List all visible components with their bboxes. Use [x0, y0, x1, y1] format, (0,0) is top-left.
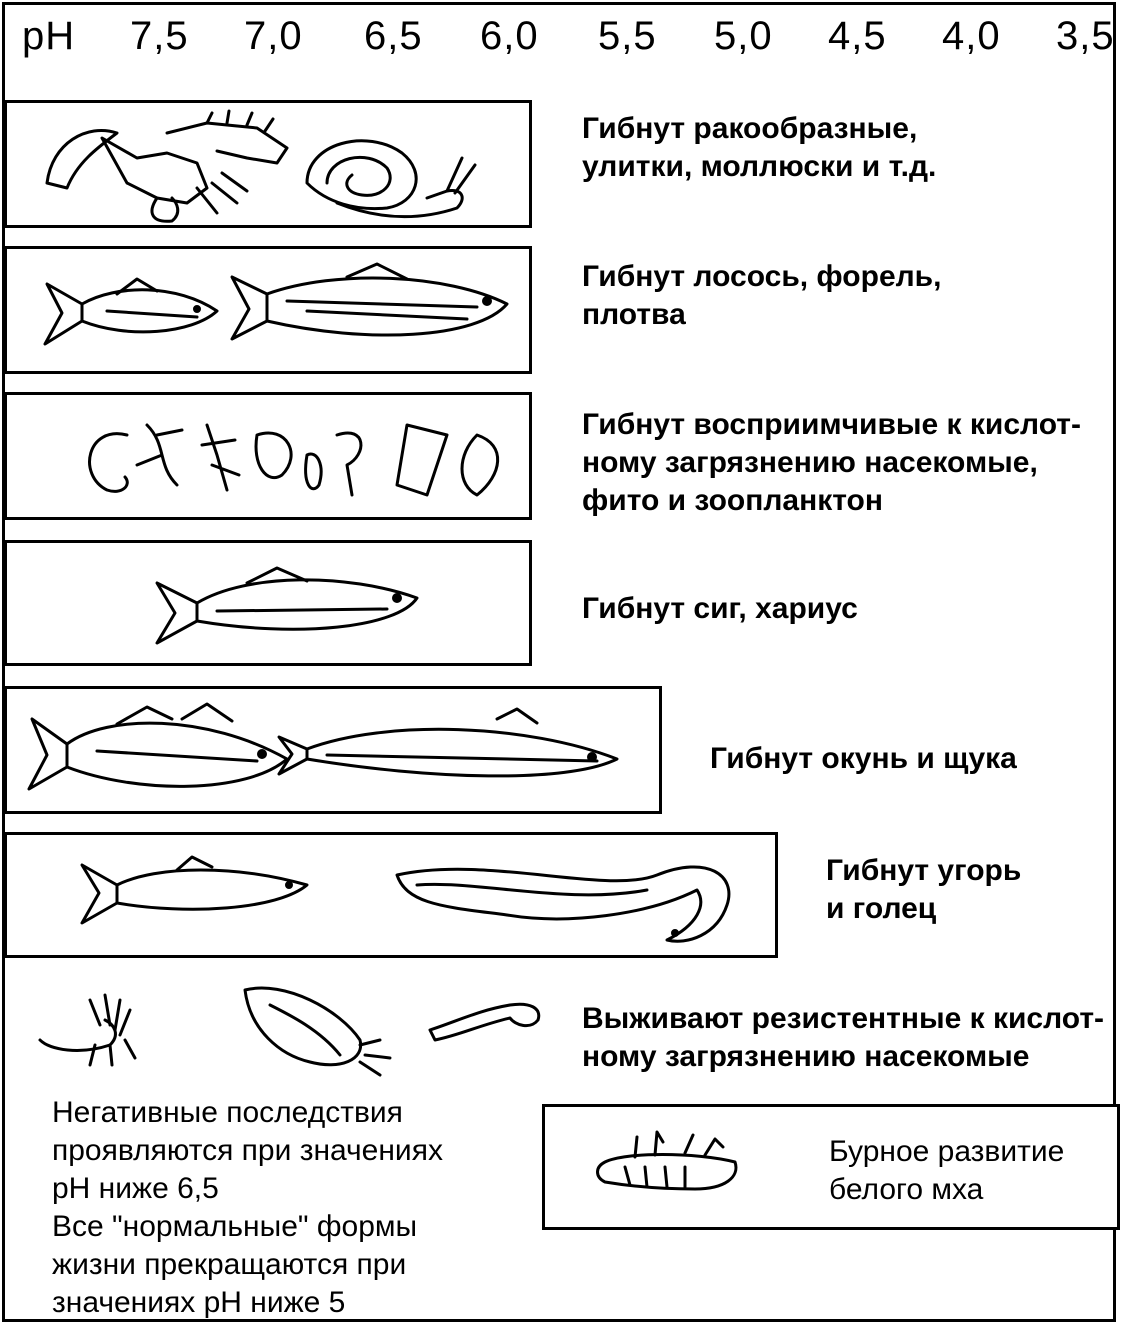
salmon-fish-icon	[7, 249, 535, 377]
caption-line: Гибнут сиг, хариус	[582, 592, 858, 625]
caption-line: Гибнут окунь и щука	[710, 742, 1017, 775]
row-bar-plankton	[4, 392, 532, 520]
note-line: Все "нормальные" формы	[52, 1210, 418, 1243]
row-bar-eel-char	[4, 832, 778, 958]
perch-fish-icon	[7, 689, 665, 817]
ph-tick: 6,0	[480, 14, 539, 58]
caption-resistant-insects	[582, 1000, 1104, 1076]
note-line: проявляются при значениях	[52, 1134, 443, 1167]
ph-tick: 6,5	[364, 14, 423, 58]
note-line: значениях pH ниже 5	[52, 1286, 346, 1319]
caption-line: Гибнут угорь	[826, 854, 1022, 887]
moss-box	[542, 1104, 1120, 1230]
caption-line: Гибнут ракообразные,	[582, 112, 918, 145]
ph-tick: 7,5	[130, 14, 189, 58]
caption-line: Выживают резистентные к кислот-	[582, 1002, 1105, 1035]
note-line: pH ниже 6,5	[52, 1172, 219, 1205]
ph-tick: 7,0	[244, 14, 303, 58]
caption-line: Гибнут лосось, форель,	[582, 260, 942, 293]
caption-plankton	[582, 406, 1081, 520]
note-line: жизни прекращаются при	[52, 1248, 407, 1281]
caption-line: улитки, моллюски и т.д.	[582, 150, 937, 183]
eel-icon	[7, 835, 781, 961]
caption-line: фито и зоопланктон	[582, 484, 883, 517]
ph-tick: 5,0	[714, 14, 773, 58]
caption-crustaceans	[582, 110, 936, 186]
ph-tick: 3,5	[1056, 14, 1115, 58]
caption-eel-char	[826, 852, 1021, 928]
ph-tick: 5,5	[598, 14, 657, 58]
row-bar-crustaceans	[4, 100, 532, 228]
note-line: Негативные последствия	[52, 1096, 403, 1129]
row-bar-salmon	[4, 246, 532, 374]
ph-tick: 4,5	[828, 14, 887, 58]
resistant-insects-icon	[10, 970, 570, 1090]
crayfish-icon	[7, 103, 535, 231]
row-bar-perch-pike	[4, 686, 662, 814]
whitefish-icon	[7, 543, 535, 669]
caption-line: ному загрязнению насекомые,	[582, 446, 1038, 479]
ph-tick: 4,0	[942, 14, 1001, 58]
note-text	[52, 1094, 443, 1322]
caption-line: плотва	[582, 298, 686, 331]
caption-whitefish	[582, 590, 858, 628]
caption-line: Бурное развитие	[829, 1135, 1065, 1168]
caption-salmon	[582, 258, 941, 334]
caption-line: белого мха	[829, 1173, 984, 1206]
plankton-icon	[7, 395, 535, 523]
caption-perch-pike	[710, 740, 1017, 778]
caption-line: и голец	[826, 892, 937, 925]
ph-scale	[22, 14, 1122, 74]
caption-line: Гибнут восприимчивые к кислот-	[582, 408, 1081, 441]
caption-moss	[829, 1133, 1064, 1209]
ph-scale-label: pH	[22, 14, 76, 58]
caption-line: ному загрязнению насекомые	[582, 1040, 1030, 1073]
row-bar-whitefish	[4, 540, 532, 666]
